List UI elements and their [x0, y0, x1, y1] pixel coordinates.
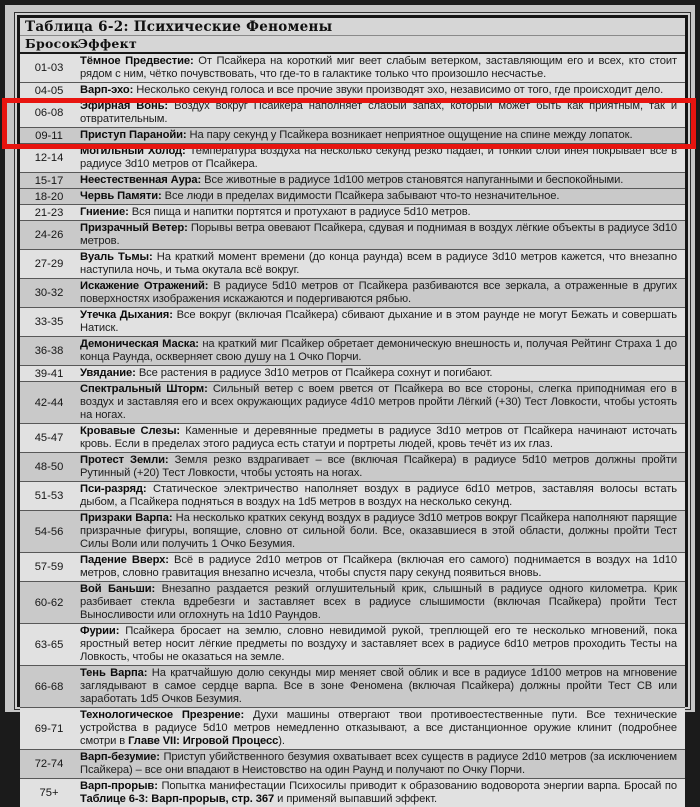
effect-description: на краткий миг Псайкер обретает демоническую внешность и, получая Рейтинг Страха 1 до конца Раунда, оскверняет свою душу на 1 Очко Порчи. [80, 338, 677, 363]
effect-cell [78, 750, 685, 778]
table-row [20, 665, 685, 707]
effect-name: Падение Вверх: [80, 554, 169, 566]
table-row [20, 423, 685, 452]
effect-name: Искажение Отражений: [80, 280, 209, 292]
effect-name: Неестественная Аура: [80, 174, 202, 186]
effect-name: Тень Варпа: [80, 667, 148, 679]
roll-cell: 04-05 [34, 84, 64, 97]
effect-name: Призраки Варпа: [80, 512, 173, 524]
effect-name: Демоническая Маска: [80, 338, 199, 350]
highlight-rectangle [2, 98, 696, 149]
effect-cell [78, 424, 685, 452]
effect-description: На пару секунд у Псайкера возникает неприятное ощущение на спине между лопаток. [189, 129, 633, 141]
effect-description: На краткий момент времени (до конца раунда) всем в радиусе 3d10 метров кажется, что внезапно наступила ночь, и тьма окутала всё вокруг. [80, 251, 677, 276]
table-row [20, 581, 685, 623]
effect-description: Духи машины отвергают твои противоестественные пути. Все технические устройства в радиусе 5d10 метров немедленно отказывают, а все дистанционное оружие клинит (подробнее смотри в Главе VII: Игровой Процесс). [80, 709, 677, 747]
roll-cell: 69-71 [34, 722, 64, 735]
table-row [20, 249, 685, 278]
effect-description: Несколько секунд голоса и все прочие звуки производят эхо, независимо от того, где происходит дело. [136, 84, 664, 96]
roll-cell: 51-53 [34, 490, 64, 502]
roll-cell: 42-44 [34, 396, 64, 409]
effect-cell [78, 205, 685, 220]
effect-cell [78, 279, 685, 307]
effect-name: Эфирная Вонь: [80, 100, 169, 112]
roll-cell: 33-35 [34, 316, 64, 328]
table-row [20, 307, 685, 336]
effect-cell [78, 337, 685, 365]
effect-name: Призрачный Ветер: [80, 222, 188, 234]
effect-cell [78, 54, 685, 82]
effect-cell [78, 382, 685, 423]
effect-name: Увядание: [80, 367, 136, 379]
effect-description: Каменные и деревянные предметы в радиусе 3d10 метров от Псайкера начинают источать кровь. Если в пределах этого радиуса есть статуи и портреты людей, кровь течёт из их глаз. [80, 425, 677, 450]
table-row [20, 552, 685, 581]
roll-cell: 06-08 [34, 107, 64, 119]
effect-name: Вой Баньши: [80, 583, 156, 595]
effect-description: На несколько кратких секунд воздух в радиусе 3d10 метров вокруг Псайкера наполняют парящие призрачные фигуры, вопящие, словно от сильной боли. Все, оказавшиеся в этой области, должны пройти Тест Силы Воли или получить 1 Очко Безумия. [80, 512, 677, 550]
table-column-headers [20, 36, 685, 54]
effect-name: Пси-разряд: [80, 483, 147, 495]
effect-description: Приступ убийственного безумия охватывает всех существ в радиусе 2d10 метров (за исключением Псайкера) – все они впадают в Неистовство на один Раунд и получают по Очку Порчи. [80, 751, 677, 776]
table-row [20, 82, 685, 98]
table-row [20, 172, 685, 188]
effect-description: На кратчайшую долю секунды мир меняет свой облик и все в радиусе 1d100 метров на мгновение заглядывают в самое сердце варпа. Все в зоне Феномена (включая Псайкера) должны пройти Тест СВ или заработать 1d5 Очков Безумия. [80, 667, 678, 705]
roll-cell: 12-14 [34, 152, 64, 164]
effect-name: Приступ Паранойи: [80, 129, 187, 141]
effect-cell [78, 250, 685, 278]
effect-cell [78, 553, 685, 581]
roll-cell: 24-26 [34, 229, 64, 241]
effect-cell [78, 482, 685, 510]
roll-cell: 18-20 [34, 190, 64, 203]
effect-cell [78, 173, 685, 188]
effect-name: Гниение: [80, 206, 129, 218]
effect-cell [78, 511, 685, 552]
table-row [20, 623, 685, 665]
effect-name: Кровавые Слезы: [80, 425, 181, 437]
effect-name: Варп-безумие: [80, 751, 160, 763]
effect-description: От Псайкера на короткий миг веет слабым ветерком, заставляющим его и всех, кто стоит рядом с ним, чётко почувствовать, что где-то в галактике только что произошло несчастье. [80, 55, 678, 80]
effect-description: В радиусе 5d10 метров от Псайкера разбиваются все зеркала, а отраженные в других поверхностях изображения искажаются и подергиваются рябью. [80, 280, 677, 305]
roll-cell: 75+ [39, 787, 59, 799]
roll-cell: 45-47 [34, 432, 64, 444]
roll-cell: 36-38 [34, 345, 64, 357]
table-title: Таблица 6-2: Психические Феномены [20, 18, 685, 36]
effect-name: Червь Памяти: [80, 190, 162, 202]
table-row [20, 510, 685, 552]
effect-cell [78, 708, 685, 749]
roll-cell: 66-68 [34, 680, 64, 693]
effect-description: Псайкера бросает на землю, словно невидимой рукой, треплющей его те несколько мгновений, пока яростный ветер носит лёгкие предметы по воздуху и заставляет всех в радиусе 6d10 метров проходить Тесты на Ловкость, чтобы не оказаться на земле. [80, 625, 677, 663]
effect-description: Земля резко вздрагивает – все (включая Псайкера) в радиусе 5d10 метров должны пройти Рутинный (+20) Тест Ловкости, чтобы устоять на ногах. [80, 454, 677, 479]
effect-description: Всё в радиусе 2d10 метров от Псайкера (включая его самого) поднимается в воздух на 1d10 метров, словно гравитация внезапно исчезла, чтобы спустя пару секунд появиться вновь. [80, 554, 677, 579]
effect-cell [78, 666, 685, 707]
column-header-effect: Эффект [78, 36, 138, 51]
table-row [20, 778, 685, 807]
roll-cell: 72-74 [34, 758, 64, 770]
table-row [20, 381, 685, 423]
effect-description: Сильный ветер с воем рвется от Псайкера во все стороны, слегка приподнимая его в воздух и заставляя его и всех окружающих радиусе 4d10 метров пройти Лёгкий (+30) Тест Ловкости, чтобы устоять на ногах. [80, 383, 678, 421]
table-row [20, 54, 685, 82]
effect-description: Вся пища и напитки портятся и протухают в радиусе 5d10 метров. [131, 206, 471, 218]
effect-cell [78, 83, 685, 98]
effect-name: Фурии: [80, 625, 120, 637]
table-row [20, 204, 685, 220]
table-row [20, 452, 685, 481]
table-row [20, 278, 685, 307]
effect-name: Спектральный Шторм: [80, 383, 208, 395]
effect-description: Температура воздуха на несколько секунд резко падает, и тонкий слой инея покрывает всё в радиусе 3d10 метров от Псайкера. [80, 145, 677, 170]
roll-cell: 60-62 [34, 596, 64, 609]
roll-cell: 30-32 [34, 287, 64, 299]
table-row [20, 188, 685, 204]
effect-description: Все люди в пределах видимости Псайкера забывают что-то незначительное. [164, 190, 560, 202]
effect-name: Могильный Холод: [80, 145, 186, 157]
roll-cell: 39-41 [34, 367, 64, 380]
effect-name: Протест Земли: [80, 454, 169, 466]
effect-description: Внезапно раздается резкий оглушительный крик, слышный в радиусе одного километра. Крик разбивает стекла вдребезги и заставляет всех в радиусе слышимости (включая Псайкера) пройти Тест Выносливости или оглохнуть на 1d10 Раундов. [80, 583, 677, 621]
effect-cell [78, 453, 685, 481]
table-row [20, 220, 685, 249]
roll-cell: 27-29 [34, 258, 64, 270]
effect-description: Все растения в радиусе 3d10 метров от Псайкера сохнут и погибают. [138, 367, 493, 379]
roll-cell: 54-56 [34, 525, 64, 538]
effect-cell [78, 189, 685, 204]
effect-name: Варп-эхо: [80, 84, 134, 96]
table-row [20, 336, 685, 365]
roll-cell: 09-11 [35, 129, 63, 142]
effect-cell [78, 582, 685, 623]
table-row [20, 481, 685, 510]
roll-cell: 01-03 [34, 62, 64, 74]
effect-cell [78, 366, 685, 381]
effect-description: Все животные в радиусе 1d100 метров становятся напуганными и беспокойными. [204, 174, 624, 186]
table-row [20, 707, 685, 749]
effect-name: Тёмное Предвестие: [80, 55, 194, 67]
table-rows [20, 54, 685, 807]
roll-cell: 21-23 [34, 206, 64, 219]
effect-name: Технологическое Презрение: [80, 709, 245, 721]
effect-description: Статическое электричество наполняет воздух в радиусе 6d10 метров, заставляя волосы встать дыбом, а Псайкера подняться в воздух на 1d5 метров в воздух на несколько секунд. [80, 483, 677, 508]
effect-cell [78, 779, 685, 807]
effect-cell [78, 308, 685, 336]
effect-cell [78, 221, 685, 249]
effect-cell [78, 624, 685, 665]
effect-description: Попытка манифестации Психосилы приводит к образованию водоворота энергии варпа. Бросай по Таблице 6-3: Варп-прорыв, стр. 367 и применяй выпавший эффект. [80, 780, 677, 805]
roll-cell: 15-17 [34, 174, 64, 187]
effect-name: Вуаль Тьмы: [80, 251, 153, 263]
roll-cell: 48-50 [34, 461, 64, 473]
effect-name: Варп-прорыв: [80, 780, 158, 792]
effect-description: Воздух вокруг Псайкера наполняет слабый запах, который может быть как приятным, так и отвратительным. [80, 100, 677, 125]
roll-cell: 57-59 [34, 561, 64, 573]
column-header-roll: Бросок [25, 36, 80, 51]
effect-name: Утечка Дыхания: [80, 309, 173, 321]
roll-cell: 63-65 [34, 638, 64, 651]
effect-description: Все вокруг (включая Псайкера) сбивают дыхание и в этом раунде не могут Бежать и совершать Натиск. [80, 309, 677, 334]
table-row [20, 365, 685, 381]
table-row [20, 749, 685, 778]
effect-description: Порывы ветра овевают Псайкера, сдувая и поднимая в воздух лёгкие объекты в радиусе 3d10 метров. [80, 222, 677, 247]
